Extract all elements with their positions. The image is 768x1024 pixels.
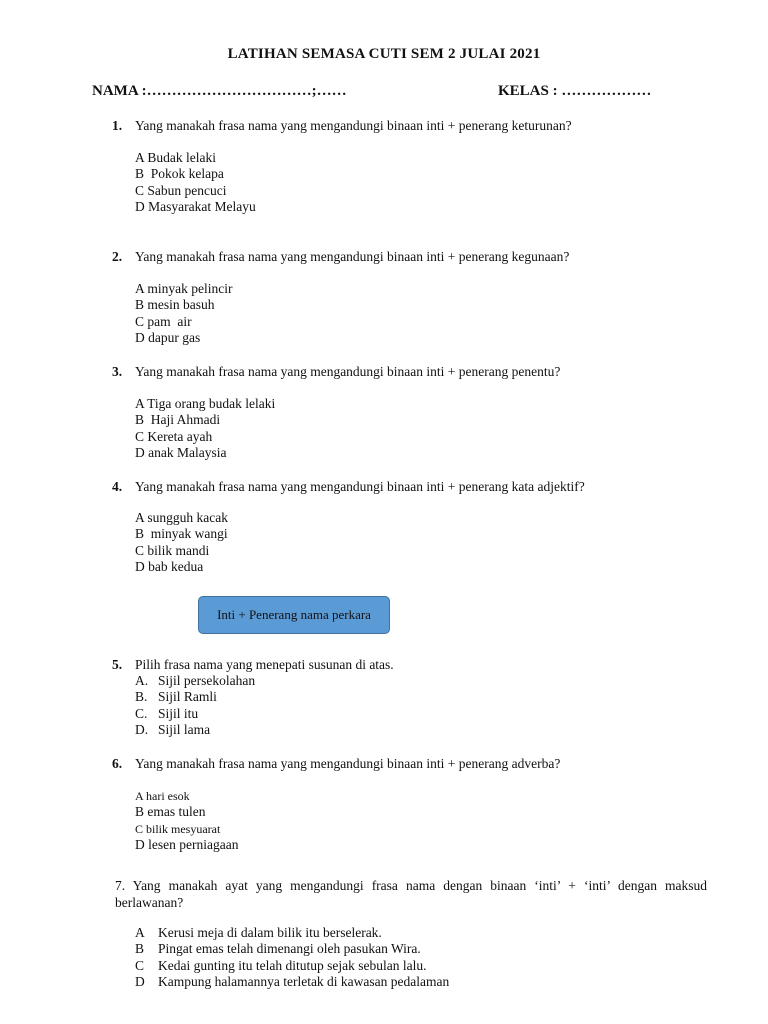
question-text: Yang manakah frasa nama yang mengandungi binaan inti + penerang keturunan? <box>135 118 572 133</box>
option-letter: C. <box>135 705 148 721</box>
option-text: Sijil lama <box>158 722 211 738</box>
option-letter: B. <box>135 689 148 705</box>
option-text: Pingat emas telah dimenangi oleh pasukan Wira. <box>158 941 421 957</box>
option-letter: A <box>135 925 145 940</box>
question-number: 7. <box>115 878 126 893</box>
option-b: B minyak wangi <box>135 526 228 542</box>
option-text: Kedai gunting itu telah ditutup sejak sebulan lalu. <box>158 957 427 973</box>
option-letter: D <box>135 974 145 990</box>
option-a: A sungguh kacak <box>135 510 228 525</box>
option-c: C bilik mesyuarat <box>135 821 221 836</box>
option-c: C pam air <box>135 313 192 329</box>
question-number: 3. <box>112 364 123 379</box>
option-c: C Sabun pencuci <box>135 182 227 198</box>
option-letter: A. <box>135 673 149 688</box>
option-text: Kerusi meja di dalam bilik itu berselerak. <box>158 925 382 940</box>
question-text: Yang manakah frasa nama yang mengandungi binaan inti + penerang penentu? <box>135 364 561 379</box>
option-text: Sijil itu <box>158 705 199 721</box>
question-number: 1. <box>112 118 123 133</box>
option-text: Kampung halamannya terletak di kawasan pedalaman <box>158 974 450 990</box>
question-4-options <box>135 510 228 576</box>
class-field-label: KELAS : ……………… <box>498 83 652 99</box>
option-c: C Kereta ayah <box>135 428 213 444</box>
question-number: 2. <box>112 249 123 264</box>
option-text: Sijil Ramli <box>158 689 217 705</box>
question-number: 5. <box>112 657 123 672</box>
question-number: 6. <box>112 756 123 771</box>
option-b: B Pokok kelapa <box>135 166 224 182</box>
question-text: Pilih frasa nama yang menepati susunan di atas. <box>135 657 394 672</box>
option-text: Sijil persekolahan <box>158 673 256 688</box>
option-letter: D. <box>135 722 149 738</box>
question-6-options <box>135 788 238 854</box>
question-7 <box>115 878 707 911</box>
question-text: Yang manakah ayat yang mengandungi frasa nama dengan binaan ‘inti’ + ‘inti’ dengan maksud berlawanan? <box>115 878 708 910</box>
page-title: LATIHAN SEMASA CUTI SEM 2 JULAI 2021 <box>227 46 541 62</box>
option-a: A minyak pelincir <box>135 281 233 296</box>
option-d: D anak Malaysia <box>135 445 227 461</box>
option-b: B emas tulen <box>135 804 206 820</box>
name-field-label: NAMA :……………………………;…… <box>92 83 347 99</box>
option-a: A Budak lelaki <box>135 150 216 165</box>
option-letter: B <box>135 941 145 957</box>
question-text: Yang manakah frasa nama yang mengandungi binaan inti + penerang kata adjektif? <box>135 479 585 494</box>
question-1-options <box>135 150 256 216</box>
option-d: D lesen perniagaan <box>135 837 239 853</box>
option-b: B Haji Ahmadi <box>135 412 221 428</box>
option-letter: C <box>135 957 145 973</box>
question-3-options <box>135 396 275 462</box>
question-text: Yang manakah frasa nama yang mengandungi binaan inti + penerang adverba? <box>135 756 561 771</box>
question-2-options <box>135 281 232 347</box>
option-d: D bab kedua <box>135 559 204 575</box>
question-text: Yang manakah frasa nama yang mengandungi binaan inti + penerang kegunaan? <box>135 249 570 264</box>
option-a: A Tiga orang budak lelaki <box>135 396 276 411</box>
option-d: D Masyarakat Melayu <box>135 199 256 215</box>
option-b: B mesin basuh <box>135 297 215 313</box>
option-c: C bilik mandi <box>135 542 210 558</box>
question-number: 4. <box>112 479 123 494</box>
option-a: A hari esok <box>135 789 190 803</box>
structure-box: Inti + Penerang nama perkara <box>198 596 390 634</box>
option-d: D dapur gas <box>135 330 201 346</box>
